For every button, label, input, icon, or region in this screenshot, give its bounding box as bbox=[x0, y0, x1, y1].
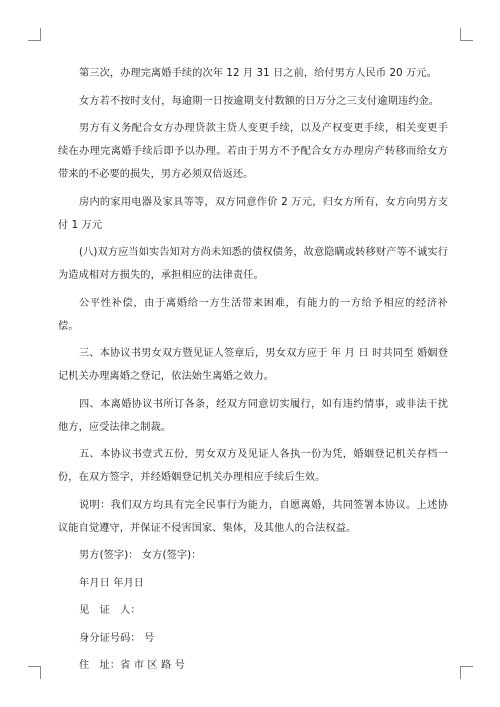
paragraph-appliances: 房内的家用电器及家具等等，双方同意作价 2 万元，归女方所有，女方向男方支付 1 万元 bbox=[58, 196, 448, 231]
paragraph-article-four: 四、本离婚协议书所订各条，经双方同意切实履行，如有违约情事，或非法干扰他方，应受法律之制裁。 bbox=[58, 398, 448, 433]
paragraph-compensation: 公平性补偿，由于离婚给一方生活带来困难，有能力的一方给予相应的经济补偿。 bbox=[58, 297, 448, 332]
crop-mark-bottom-left bbox=[28, 666, 41, 679]
paragraph-statement: 说明：我们双方均具有完全民事行为能力，自愿离婚，共同签署本协议。上述协议能自觉遵守，并保证不侵害国家、集体，及其他人的合法权益。 bbox=[58, 499, 448, 534]
paragraph-third-payment: 第三次，办理完离婚手续的次年 12 月 31 日之前，给付男方人民币 20 万元。 bbox=[79, 68, 437, 79]
paragraph-debts: (八)双方应当如实告知对方尚未知悉的债权债务，故意隐瞒或转移财产等不诚实行为造成相对方损失的，承担相应的法律责任。 bbox=[58, 247, 448, 281]
paragraph-article-five: 五、本协议书壹式五份，男女双方及见证人各执一份为凭，婚姻登记机关存档一份，在双方签字，并经婚姻登记机关办理相应手续后生效。 bbox=[58, 449, 448, 483]
date-line: 年月日 年月日 bbox=[79, 577, 145, 589]
crop-mark-top-right bbox=[460, 28, 473, 41]
document-body bbox=[58, 62, 448, 682]
paragraph-loan-transfer: 男方有义务配合女方办理贷款主贷人变更手续，以及产权变更手续，相关变更手续在办理完离婚手续后即予以办理。若由于男方不予配合女方办理房产转移而给女方带来的不必要的损失，男方必须双倍返还。 bbox=[58, 123, 448, 180]
paragraph-late-penalty: 女方若不按时支付，每逾期一日按逾期支付数额的日万分之三支付逾期违约金。 bbox=[79, 95, 440, 107]
address-line: 住 址：省 市 区 路 号 bbox=[79, 660, 185, 671]
witness-line: 见 证 人： bbox=[79, 605, 141, 616]
crop-mark-bottom-right bbox=[460, 666, 473, 679]
id-number-line: 身分证号码： 号 bbox=[79, 632, 155, 644]
paragraph-article-three: 三、本协议书男女双方暨见证人签章后，男女双方应于 年 月 日 时共同至 婚姻登记机关办理离婚之登记，依法始生离婚之效力。 bbox=[58, 348, 448, 382]
crop-mark-top-left bbox=[28, 28, 41, 41]
signature-line: 男方(签字)： 女方(签字)： bbox=[79, 550, 202, 561]
